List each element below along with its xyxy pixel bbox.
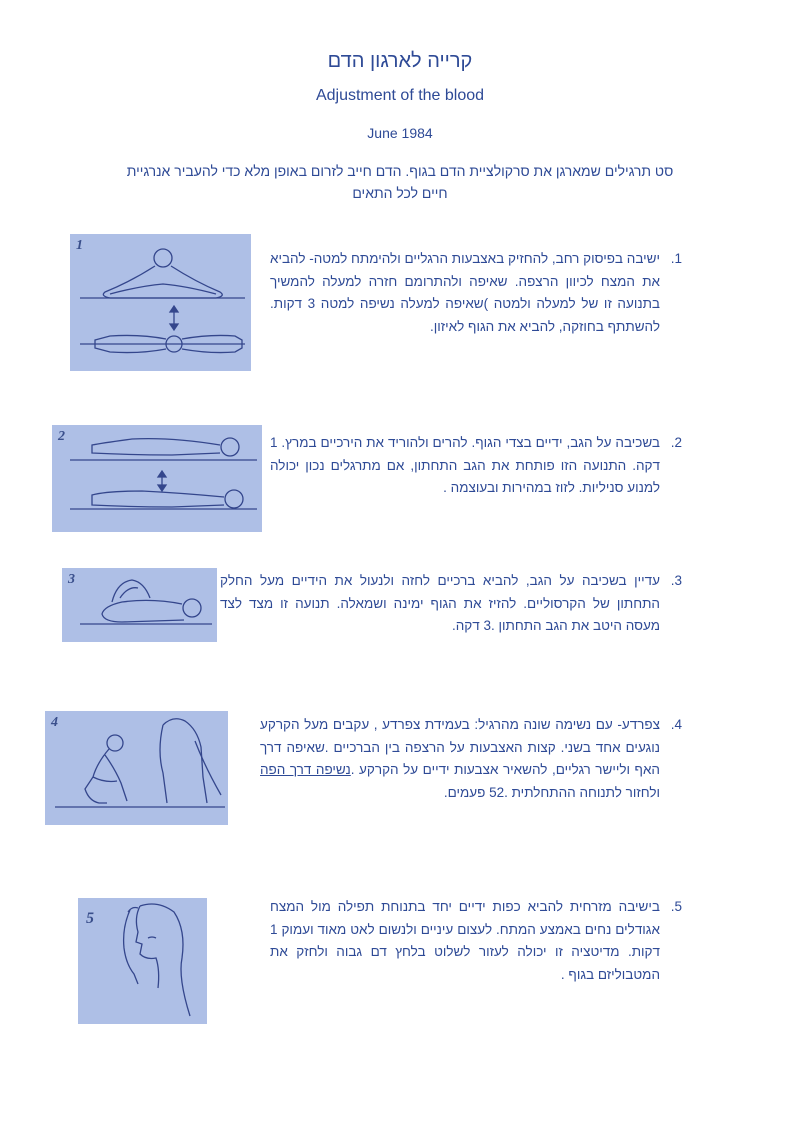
exercise-4 <box>260 714 682 804</box>
exercise-text: בשכיבה על הגב, ידיים בצדי הגוף. להרים ולהוריד את הירכיים במרץ. 1 דקה. התנועה הזו פותחת את הגב התחתון, אם מתרגלים נכון יכולה למנוע סניליות. לזוז במהירות ובעוצמה . <box>270 435 660 495</box>
page-subtitle: Adjustment of the blood <box>315 87 485 104</box>
exercise-number: 3. <box>670 573 682 588</box>
figure-number: 5 <box>86 910 94 927</box>
exercise-number: 1. <box>670 251 682 266</box>
exercise-4-illustration <box>45 711 228 825</box>
exercise-number: 4. <box>670 717 682 732</box>
exercise-3 <box>220 570 682 638</box>
exercise-text <box>260 714 660 804</box>
figure-number: 1 <box>76 238 83 253</box>
exercise-text-part: צפרדע- עם נשימה שונה מהרגיל: בעמידת צפרדע , עקבים מעל הקרקע נוגעים אחד בשני. קצות האצבעות על הרצפה בין הברכיים .שאיפה דרך האף וליישר רגליים, להשאיר אצבעות ידיים על הקרקע . <box>260 717 660 777</box>
exercise-text-underlined: נשיפה דרך הפה <box>260 762 351 777</box>
page-date: June 1984 <box>367 125 433 141</box>
exercise-text: עדיין בשכיבה על הגב, להביא ברכיים לחזה ולנעול את הידיים מעל החלק התחתון של הקרסוליים. להזיז את הגוף ימינה ושמאלה. תנועה זו מצד לצד מעסה היטב את הגב התחתון .3 דקה. <box>220 573 660 633</box>
exercise-5-illustration <box>78 898 207 1024</box>
figure-number: 2 <box>58 429 65 444</box>
exercise-2-illustration <box>52 425 262 532</box>
figure-number: 4 <box>51 715 58 730</box>
exercise-text: בישיבה מזרחית להביא כפות ידיים יחד בתנוחת תפילה מול המצח אגודלים נחים באמצע המתח. לעצום עיניים ולנשום לאט מאוד ועמוק 1 דקות. מדיטציה זו יכולה לעזור לשלוט בלחץ דם גבוה ולחזק את המטבוליזם בגוף . <box>270 899 660 982</box>
exercise-text-part: ולחזור לתנוחה ההתחלתית .52 פעמים. <box>443 784 660 800</box>
exercise-number: 5. <box>670 899 682 914</box>
exercise-1-illustration <box>70 234 251 371</box>
exercise-2 <box>270 432 682 500</box>
exercise-1 <box>270 248 682 338</box>
exercise-text: ישיבה בפיסוק רחב, להחזיק באצבעות הרגליים ולהימתח למטה- להביא את המצח לכיוון הרצפה. שאיפה ולהתרומם חזרה למעלה להמשיך בתנועה זו של למעלה ולמטה )שאיפה למעלה נשיפה למטה 3 דקות. להשתתף בחוזקה, להביא את הגוף לאיזון. <box>270 251 660 334</box>
exercise-5 <box>270 896 682 986</box>
exercise-number: 2. <box>670 435 682 450</box>
exercise-3-illustration <box>62 568 217 642</box>
intro-paragraph: סט תרגילים שמארגן את סרקולציית הדם בגוף. הדם חייב לזרום באופן מלא כדי להעביר אנרגיית חיים לכל התאים <box>126 163 674 201</box>
figure-number: 3 <box>68 572 75 587</box>
page-title: קרייה לארגון הדם <box>327 50 473 72</box>
